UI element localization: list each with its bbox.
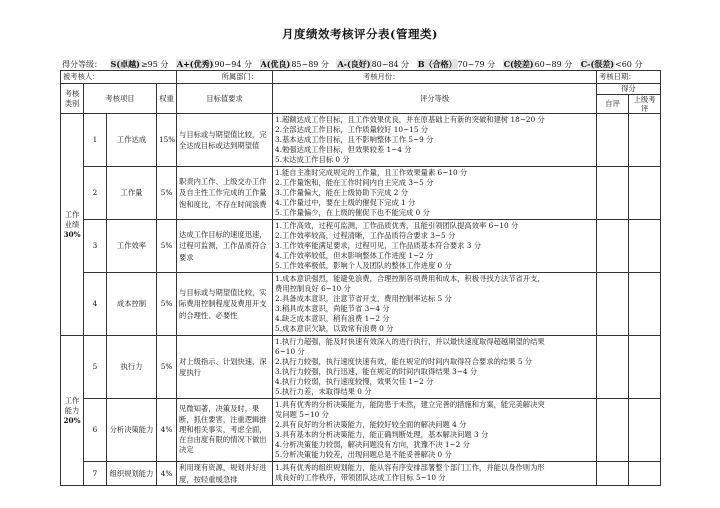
- item-name: 分析决策能力: [107, 399, 157, 462]
- category-name: 工作业绩: [64, 209, 80, 229]
- header-category: 考核类别: [61, 84, 84, 114]
- grade-item: B（合格）70~79 分: [417, 59, 496, 69]
- table-row: [61, 220, 661, 273]
- header-row: [61, 84, 661, 95]
- item-name: 组织规划能力: [107, 462, 157, 486]
- superior-score[interactable]: [629, 336, 661, 399]
- item-weight: 15%: [157, 114, 177, 167]
- table-row: [61, 462, 661, 486]
- row-number: 3: [84, 220, 107, 273]
- superior-score[interactable]: [629, 167, 661, 220]
- table-row: [61, 336, 661, 399]
- category-cell: [61, 336, 84, 486]
- grade-item: A+(优秀)90~94 分: [176, 59, 252, 69]
- row-number: 1: [84, 114, 107, 167]
- grade-item: A-(良好)80~84 分: [337, 59, 410, 69]
- standard-cell: 1.具有优秀的组织规划能力，能从容有序安排部署整个部门工作，并能以身作则为形 成良好的工作秩序，带领团队达成工作目标 5~10 分: [273, 462, 597, 486]
- header-superior: 上级考评: [629, 95, 661, 114]
- table-row: [61, 399, 661, 462]
- item-weight: 5%: [157, 336, 177, 399]
- self-score[interactable]: [597, 167, 629, 220]
- item-name: 工作量: [107, 167, 157, 220]
- grade-item: C-(很差)<60 分: [580, 59, 643, 69]
- superior-score[interactable]: [629, 462, 661, 486]
- category-weight: 30%: [63, 229, 81, 239]
- info-row: [61, 71, 661, 84]
- item-name: 工作效率: [107, 220, 157, 273]
- grade-item: S(卓越)≥95 分: [110, 59, 169, 69]
- standard-cell: 1.执行力超强，能及时快速有效深入的进行执行，并以最快速度取得超越期望的结果 6~10 分 2.执行力较强，执行速度快速有效，能在规定的时间内取得符合要求的结果 5 分 3.执行力较强，执行迅速，能在规定的时间内取得结果 3~4 分 4.执行力较弱，执行速度较慢，效果欠佳 1~2 分 5.执行力差，未取得结果 0 分: [273, 336, 597, 399]
- category-name: 工作能力: [64, 395, 80, 415]
- self-score[interactable]: [597, 220, 629, 273]
- row-number: 7: [84, 462, 107, 486]
- target-text: 利用现有资源，规划并好进度，按轻重缓急排: [177, 462, 273, 486]
- target-text: 职责内工作、上级交办工作及自主性工作完成的工作量饱和度比，不存在时间浪费: [177, 167, 273, 220]
- self-score[interactable]: [597, 114, 629, 167]
- table-row: [61, 114, 661, 167]
- examinee-label: 被考核人：: [61, 71, 177, 84]
- grade-item: A(优良)85~89 分: [260, 59, 329, 69]
- category-weight: 20%: [63, 415, 81, 425]
- target-text: 与目标或与期望值比较，完全达成目标或达到期望值: [177, 114, 273, 167]
- item-weight: 5%: [157, 167, 177, 220]
- category-cell: [61, 114, 84, 336]
- item-weight: 4%: [157, 462, 177, 486]
- header-self: 自评: [597, 95, 629, 114]
- superior-score[interactable]: [629, 114, 661, 167]
- superior-score[interactable]: [629, 399, 661, 462]
- row-number: 5: [84, 336, 107, 399]
- self-score[interactable]: [597, 399, 629, 462]
- page-title: 月度绩效考核评分表(管理类): [282, 27, 438, 41]
- row-number: 4: [84, 273, 107, 336]
- item-name: 执行力: [107, 336, 157, 399]
- item-weight: 5%: [157, 273, 177, 336]
- table-row: [61, 167, 661, 220]
- grade-item: C(较差)60~89 分: [503, 59, 573, 69]
- superior-score[interactable]: [629, 220, 661, 273]
- table-row: [61, 273, 661, 336]
- grade-label: 得分等级：: [62, 60, 102, 69]
- standard-cell: 1.超额达成工作目标，且工作效果优良，并在原基础上有新的突破和建树 18~20 分 2.全部达成工作目标，工作质量较好 10~15 分 3.基本达成工作目标，且不影响整体工作 5~9 分 4.勉强达成工作目标，但效果较差 1~4 分 5.未达成工作目标 0 分: [273, 114, 597, 167]
- superior-score[interactable]: [629, 273, 661, 336]
- target-text: 达成工作目标的速度迅速，过程可监测，工作品质符合要求: [177, 220, 273, 273]
- month-label: 考核月份：: [273, 71, 597, 84]
- item-name: 工作达成: [107, 114, 157, 167]
- target-text: 与目标或与期望值比较，实际费用控制程度及费用开支的合理性、必要性: [177, 273, 273, 336]
- item-name: 成本控制: [107, 273, 157, 336]
- header-score: 得分: [597, 84, 661, 95]
- date-label: 考核日期：: [597, 71, 661, 84]
- item-weight: 4%: [157, 399, 177, 462]
- header-item: 考核项目: [84, 84, 157, 114]
- header-target: 目标值要求: [177, 84, 273, 114]
- self-score[interactable]: [597, 462, 629, 486]
- target-text: 见微知著，决策及时，果断，抓住要害，注重逻辑推理和相关事实，考虑全面，在自由度有限的情况下做出决定: [177, 399, 273, 462]
- header-weight: 权重: [157, 84, 177, 114]
- row-number: 2: [84, 167, 107, 220]
- item-weight: 5%: [157, 220, 177, 273]
- standard-cell: 1.成本意识强烈，能避免浪费，合理控制各项费用和成本，积极寻找方法节省开支， 费用控制良好 6~10 分 2.具备成本意识，注意节省开支，费用控制率达标 5 分 3.稍具成本意识，尚能节省 3~4 分 4.缺乏成本意识，稍有浪费 1~2 分 5.成本意识欠缺，以致常有浪费 0 分: [273, 273, 597, 336]
- row-number: 6: [84, 399, 107, 462]
- standard-cell: 1.具有优秀的分析决策能力，能防患于未然，建立完善的措施和方案，能完美解决突 发问题 5~10 分 2.具有良好的分析决策能力，能较好较全面的解决问题 4 分 3.具有基本的分析决策能力，能正确判断处理，基本解决问题 3 分 4.分析决策能力较弱，解决问题没有方向，犹豫不决 1~2 分 5.分析决策能力较差，出现问题总是不能妥善解决 0 分: [273, 399, 597, 462]
- standard-cell: 1.能自主准时完成规定的工作量，且工作效果量素 6~10 分 2.工作量饱和，能在工作时间内自主完成 3~5 分 3.工作量偏大，能在上级协助下完成 2 分 4.工作量过中，要在上级的催促下完成 1 分 5.工作量偏少，在上级的催促下也不能完成 0 分: [273, 167, 597, 220]
- self-score[interactable]: [597, 273, 629, 336]
- target-text: 对上级指示、计划快速、深度执行: [177, 336, 273, 399]
- dept-label: 所属部门：: [177, 71, 273, 84]
- self-score[interactable]: [597, 336, 629, 399]
- evaluation-table: [60, 70, 661, 486]
- grade-scale: [62, 59, 647, 70]
- header-standard: 评分等级: [273, 84, 597, 114]
- standard-cell: 1.工作高效，过程可监测，工作品质优秀，且能引领团队提高效率 6~10 分 2.工作效率较高，过程清晰，工作品质符合要求 3~5 分 3.工作效率能满足要求，过程可见，工作品质基本符合要求 3 分 4.工作效率较低，但未影响整体工作进度 1~2 分 5.工作效率极低，影响个人及团队的整体工作进度 0 分: [273, 220, 597, 273]
